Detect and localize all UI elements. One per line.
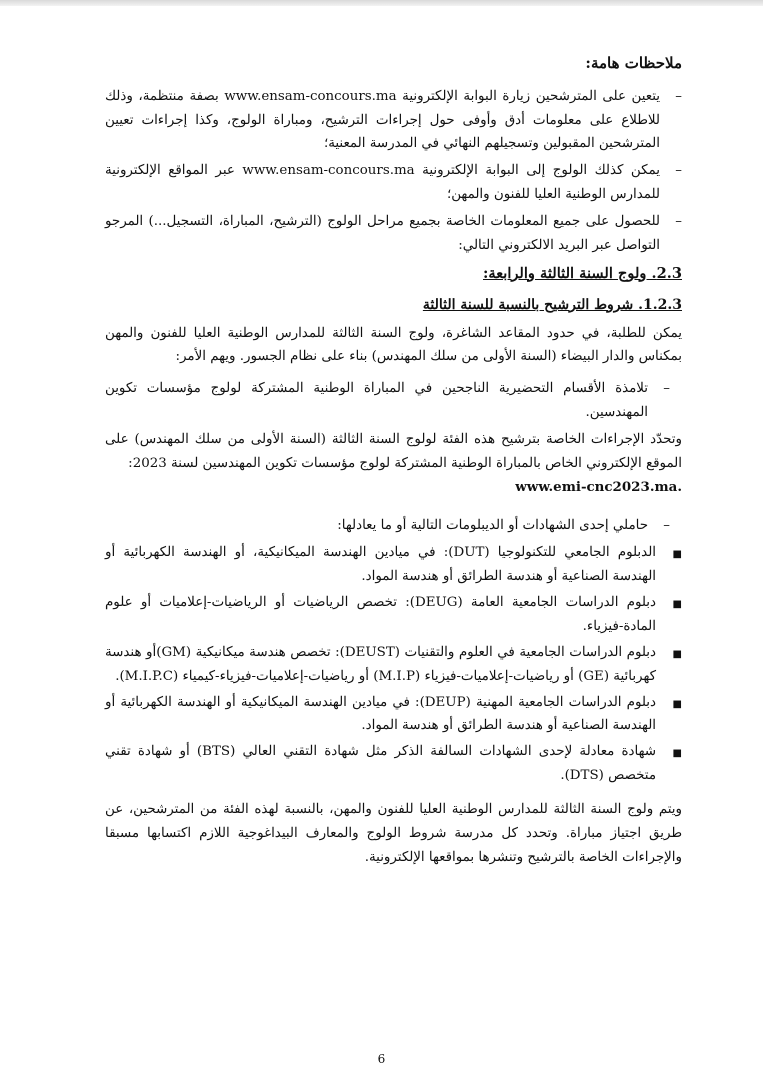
diplomas-list bbox=[105, 541, 682, 788]
square-bullet-icon: ■ bbox=[672, 748, 682, 760]
dash-marker: – bbox=[663, 381, 670, 397]
intro-paragraph: يمكن للطلبة، في حدود المقاعد الشاغرة، ولوج السنة الثالثة للمدارس الوطنية العليا للفنون والمهن بمكناس والدار البيضاء (السنة الأولى من سلك المهندس) بناء على نظام الجسور. ويهم الأمر: bbox=[105, 325, 682, 365]
diploma-text: دبلوم الدراسات الجامعية العامة (DEUG): تخصص الرياضيات أو الرياضيات-إعلاميات أو علوم المادة-فيزياء. bbox=[105, 595, 656, 635]
note-item-2 bbox=[105, 159, 682, 207]
prep-classes-text: تلامذة الأقسام التحضيرية الناجحين في المباراة الوطنية المشتركة لولوج مؤسسات تكوين المهندسين. bbox=[105, 381, 648, 421]
dash-marker: – bbox=[675, 88, 682, 104]
page-number: 6 bbox=[377, 1052, 386, 1066]
square-bullet-icon: ■ bbox=[672, 549, 682, 561]
dash-marker: – bbox=[663, 517, 670, 533]
note-item-1 bbox=[105, 85, 682, 157]
diploma-text: دبلوم الدراسات الجامعية في العلوم والتقنيات (DEUST): تخصص هندسة ميكانيكية (GM)أو هندسة كهربائية (GE) أو رياضيات-إعلاميات-فيزياء (M.I.P) أو رياضيات-إعلاميات-فيزياء-كيمياء (M.I.P.C). bbox=[105, 644, 656, 684]
closing-paragraph: ويتم ولوج السنة الثالثة للمدارس الوطنية العليا للفنون والمهن، بالنسبة لهذه الفئة من المترشحين، عن طريق اجتياز مباراة. وتحدد كل مدرسة شروط الولوج والمعارف البيداغوجية اللازم اكتسابها مسبقا والإجراءات الخاصة بالترشيح وتنشرها بمواقعها الإلكترونية. bbox=[105, 802, 682, 865]
dash-marker: – bbox=[675, 163, 682, 179]
candidates-diploma-holders bbox=[105, 514, 670, 538]
note-text-1: يتعين على المترشحين زيارة البوابة الإلكترونية www.ensam-concours.ma بصفة منتظمة، وذلك للاطلاع على معلومات أدق وأوفى حول إجراءات الترشيح، ومباراة الولوج، وكذا إجراءات تعيين المترشحين المقبولين وتسجيلهم النهائي في المدرسة المعنية؛ bbox=[105, 88, 660, 152]
list-item bbox=[105, 641, 682, 689]
list-item bbox=[105, 541, 682, 589]
notes-heading: ملاحظات هامة: bbox=[585, 54, 682, 72]
list-item bbox=[105, 691, 682, 739]
list-item bbox=[105, 740, 682, 788]
note-text-3: للحصول على جميع المعلومات الخاصة بجميع مراحل الولوج (الترشيح، المباراة، التسجيل...) المرجو التواصل عبر البريد الالكتروني التالي: bbox=[105, 213, 660, 253]
document-page bbox=[105, 50, 682, 878]
candidates-prep-classes bbox=[105, 377, 670, 425]
diploma-text: دبلوم الدراسات الجامعية المهنية (DEUP): في ميادين الهندسة الميكانيكية أو الهندسة الكهربائية أو الهندسة الصناعية أو هندسة الطرائق أو هندسة المواد. bbox=[105, 694, 656, 734]
diploma-holders-text: حاملي إحدى الشهادات أو الديبلومات التالية أو ما يعادلها: bbox=[337, 517, 648, 533]
square-bullet-icon: ■ bbox=[672, 648, 682, 660]
subsection-title: 1.2.3. شروط الترشيح بالنسبة للسنة الثالثة bbox=[422, 296, 682, 313]
procedure-text: وتحدّد الإجراءات الخاصة بترشيح هذه الفئة لولوج السنة الثالثة (السنة الأولى من سلك المهندس) على الموقع الإلكتروني الخاص بالمباراة الوطنية المشتركة لولوج مؤسسات تكوين المهندسين لسنة 2023: bbox=[105, 432, 682, 471]
list-item bbox=[105, 591, 682, 639]
diploma-text: الدبلوم الجامعي للتكنولوجيا (DUT): في ميادين الهندسة الميكانيكية، أو الهندسة الكهربائية أو الهندسة الصناعية أو هندسة الطرائق أو هندسة المواد. bbox=[105, 545, 656, 585]
note-text-2: يمكن كذلك الولوج إلى البوابة الإلكترونية www.ensam-concours.ma عبر المواقع الإلكترونية للمدارس الوطنية العليا للفنون والمهن؛ bbox=[105, 163, 660, 203]
note-item-3 bbox=[105, 210, 682, 258]
square-bullet-icon: ■ bbox=[672, 599, 682, 611]
square-bullet-icon: ■ bbox=[672, 698, 682, 710]
cnc-website-link[interactable]: www.emi-cnc2023.ma. bbox=[515, 478, 682, 495]
dash-marker: – bbox=[675, 213, 682, 229]
section-title: 2.3. ولوج السنة الثالثة والرابعة: bbox=[483, 264, 682, 282]
diploma-text: شهادة معادلة لإحدى الشهادات السالفة الذكر مثل شهادة التقني العالي (BTS) أو شهادة تقني متخصص (DTS). bbox=[105, 744, 656, 784]
procedure-paragraph bbox=[105, 428, 682, 500]
scan-top-edge bbox=[0, 0, 763, 6]
